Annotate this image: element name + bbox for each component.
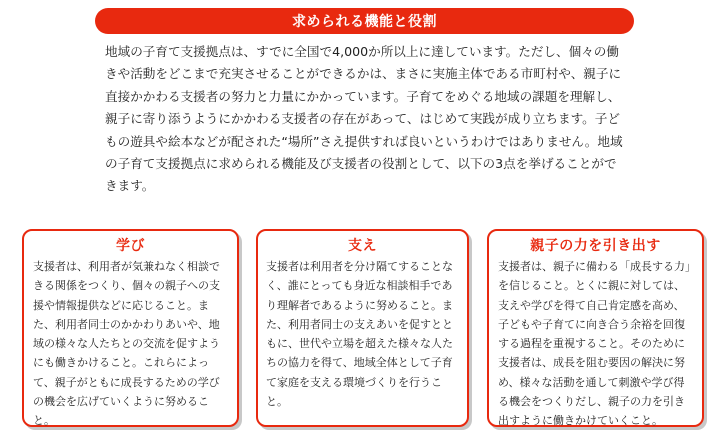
card-text-learning: 支援者は、利用者が気兼ねなく相談できる関係をつくり、個々の親子への支援や情報提供などに応じること。また、利用者同士のかかわりあいや、地域の様々な人たちとの交流を促すようにも働きかけること。これらによって、親子がともに成長するための学びの機会を広げていくように努めること。 bbox=[33, 260, 220, 428]
card-title-support: 支え bbox=[348, 238, 377, 254]
card-support bbox=[256, 229, 469, 427]
section-title-banner bbox=[95, 8, 634, 34]
card-title-empower: 親子の力を引き出す bbox=[530, 238, 661, 254]
section-title: 求められる機能と役割 bbox=[292, 14, 437, 30]
card-title-learning: 学び bbox=[116, 238, 145, 254]
card-text-empower: 支援者は、親子に備わる「成長する力」を信じること。とくに親に対しては、支えや学びを得て自己肯定感を高め、子どもや子育てに向き合う余裕を回復する過程を重視すること。そのために支援者は、成長を阻む要因の解決に努め、様々な活動を通して刺激や学び得る機会をつくりだし、親子の力を引き出すように働きかけていくこと。 bbox=[498, 260, 691, 428]
intro-paragraph: 地域の子育て支援拠点は、すでに全国で4,000か所以上に達しています。ただし、個々の働きや活動をどこまで充実させることができるかは、まさに実施主体である市町村や、親子に直接かかわる支援者の努力と力量にかかっています。子育てをめぐる地域の課題を理解し、親子に寄り添うようにかかわる支援者の存在があって、はじめて実践が成り立ちます。子どもの遊具や絵本などが配された“場所”さえ提供すれば良いというわけではありません。地域の子育て支援拠点に求められる機能及び支援者の役割として、以下の3点を挙げることができます。 bbox=[105, 44, 623, 194]
card-learning bbox=[22, 229, 239, 427]
card-empower bbox=[487, 229, 704, 427]
card-text-support: 支援者は利用者を分け隔てすることなく、誰にとっても身近な相談相手であり理解者であるように努めること。また、利用者同士の支えあいを促すとともに、世代や立場を超えた様々な人たちの協力を得て、地域全体として子育て家庭を支える環境づくりを行うこと。 bbox=[266, 260, 453, 409]
